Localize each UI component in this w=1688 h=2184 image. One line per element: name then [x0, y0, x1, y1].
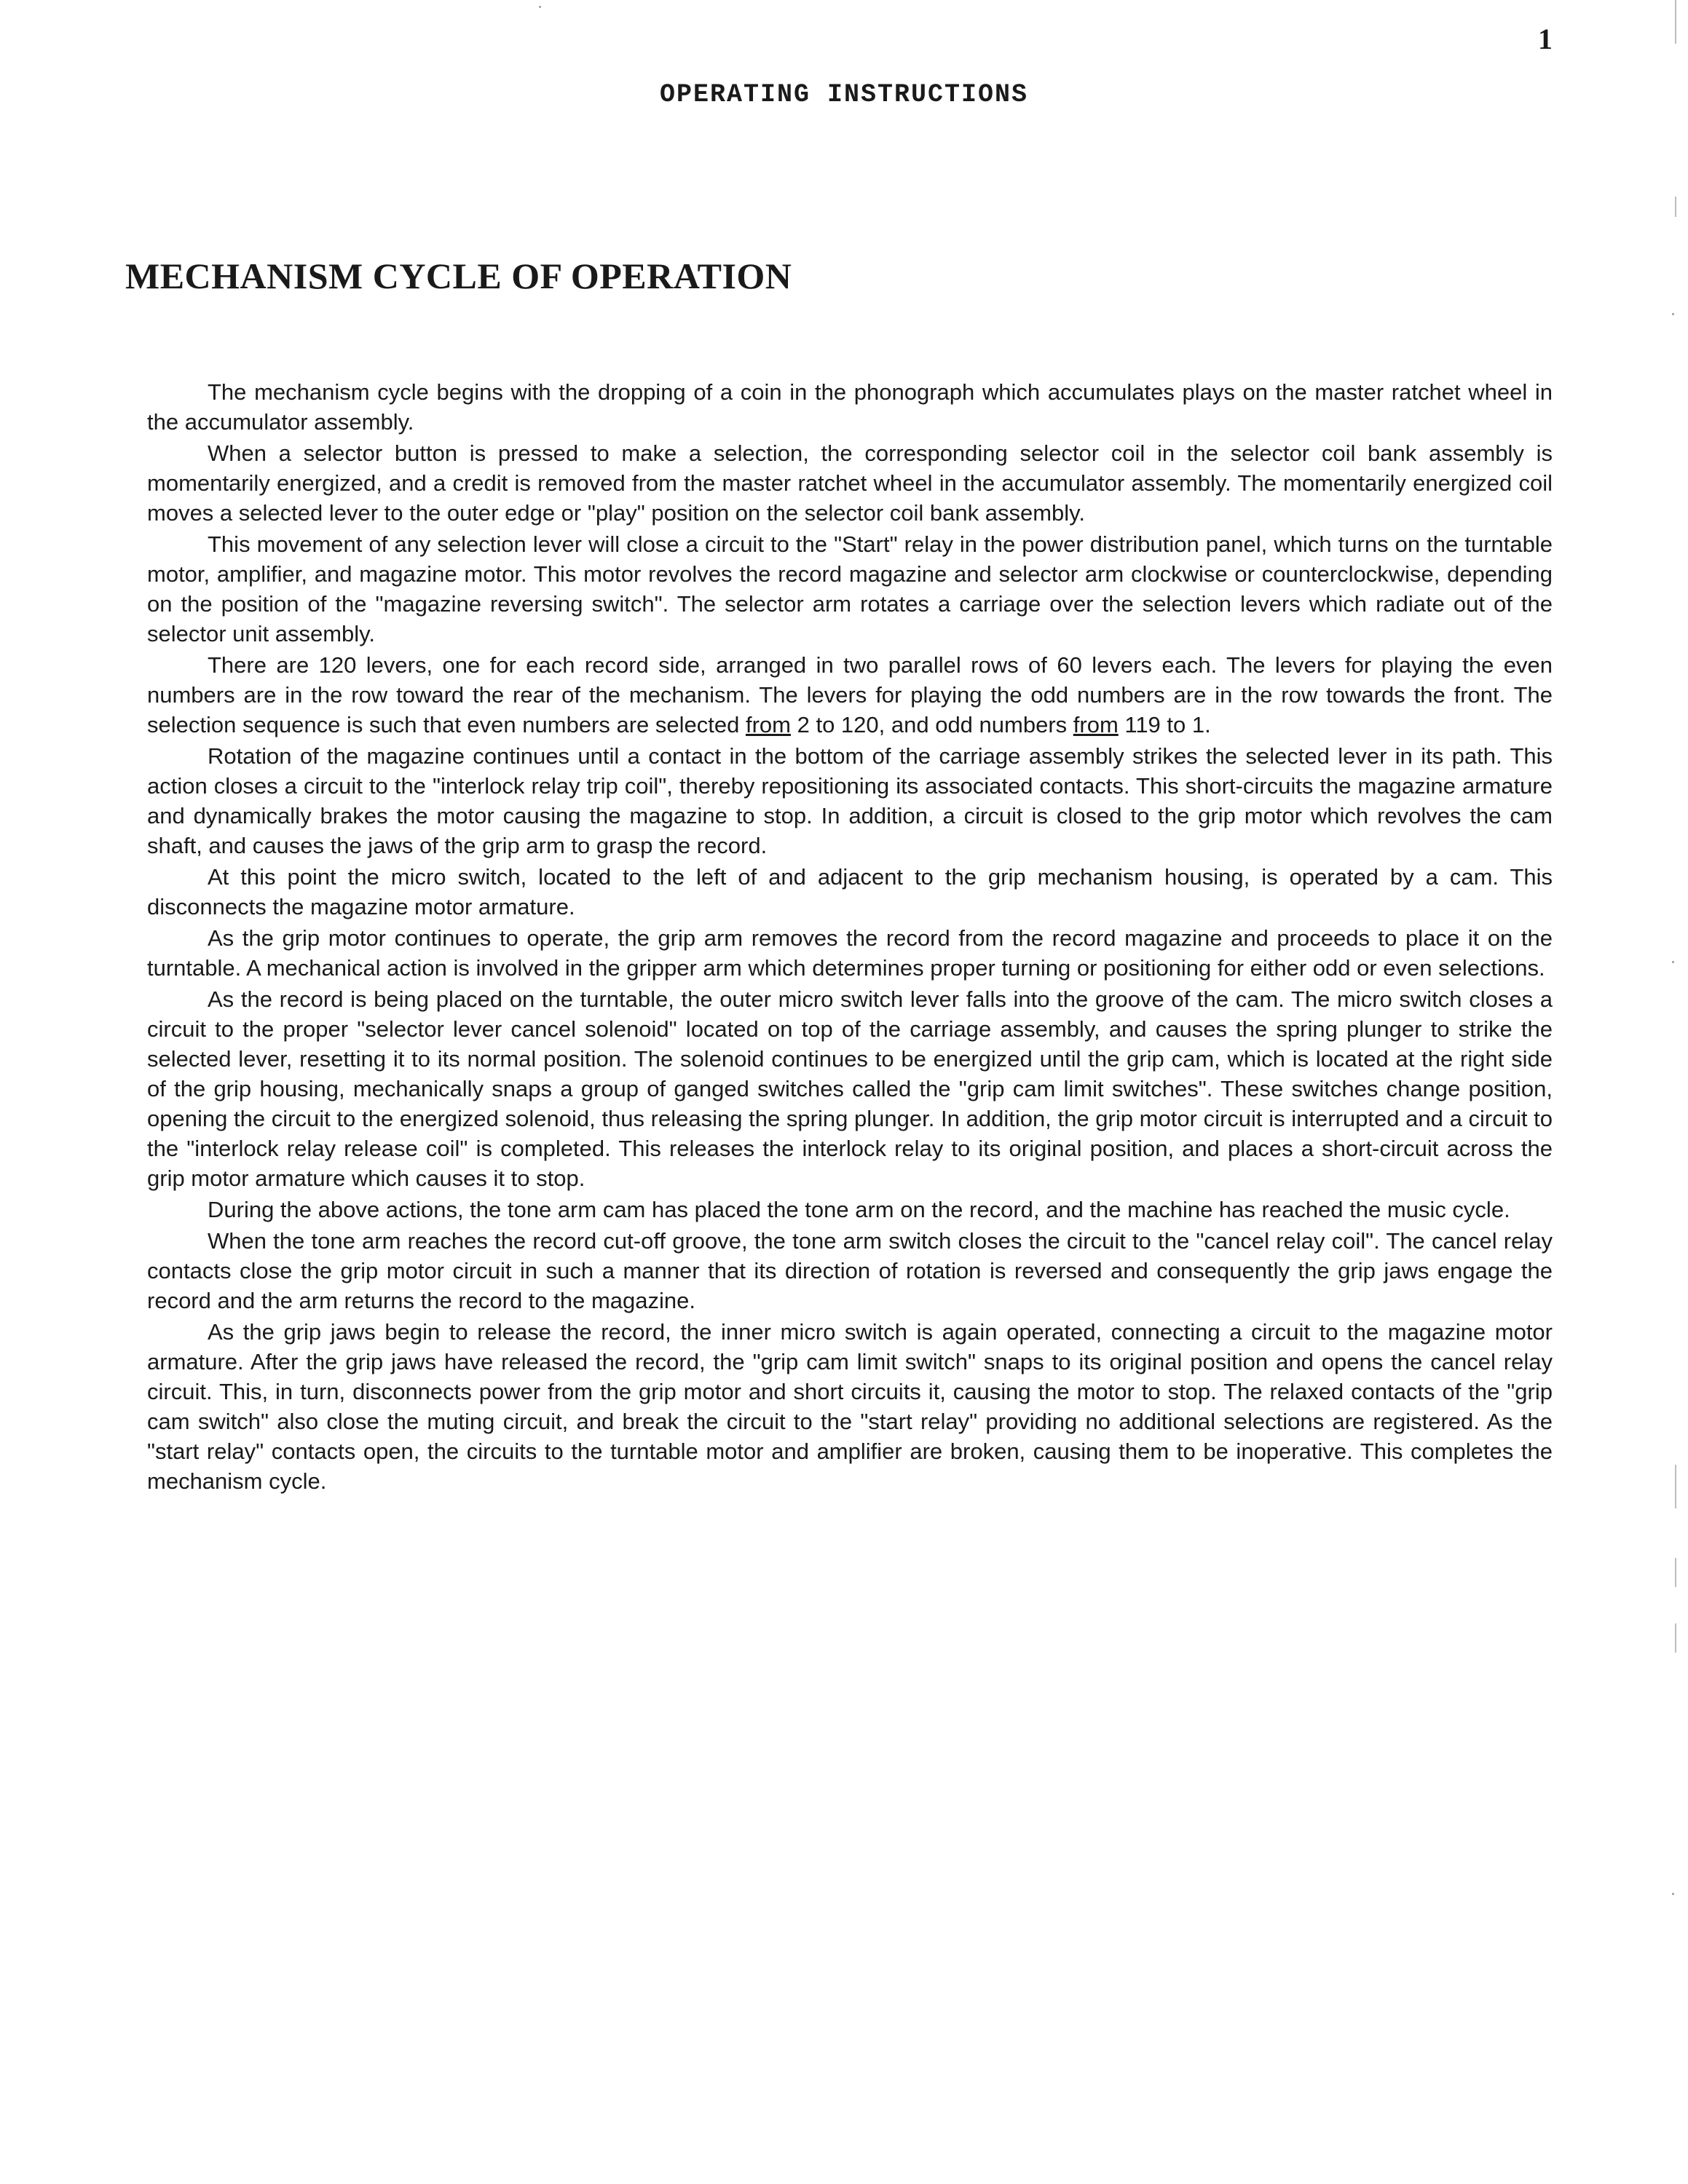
- paragraph-music-cycle: During the above actions, the tone arm cam has placed the tone arm on the record, and the machine has reached the music cycle.: [208, 1197, 1510, 1222]
- scan-margin-dot: [539, 6, 541, 8]
- section-title: MECHANISM CYCLE OF OPERATION: [125, 256, 792, 296]
- scan-margin-mark: [1675, 197, 1676, 217]
- paragraph-grip-arm: As the grip motor continues to operate, the grip arm removes the record from the record magazine and proceeds to place it on the turntable. A mechanical action is involved in the gripper arm which determines proper turning or positioning for either odd or even selections.: [147, 925, 1553, 981]
- paragraph-record-placed: As the record is being placed on the turntable, the outer micro switch lever falls into the groove of the cam. The micro switch closes a circuit to the proper "selector lever cancel solenoid" located on top of the carriage assembly, and causes the spring plunger to strike the selected lever, resetting it to its normal position. The solenoid continues to be energized until the grip cam, which is located at the right side of the grip housing, mechanically snaps a group of ganged switches called the "grip cam limit switches". These switches change position, opening the circuit to the energized solenoid, thus releasing the spring plunger. In addition, the grip motor circuit is interrupted and a circuit to the "interlock relay release coil" is completed. This releases the interlock relay to its original position, and places a short-circuit across the grip motor armature which causes it to stop.: [147, 986, 1553, 1191]
- scan-margin-dot: [1672, 313, 1674, 315]
- paragraph-coin-drop: The mechanism cycle begins with the dropping of a coin in the phonograph which accumulates plays on the master ratchet wheel in the accumulator assembly.: [147, 379, 1553, 435]
- scan-margin-mark: [1675, 1623, 1676, 1653]
- paragraph-selector-button: When a selector button is pressed to make a selection, the corresponding selector coil in the selector coil bank assembly is momentarily energized, and a credit is removed from the master ratchet wheel in the accumulator assembly. The momentarily energized coil moves a selected lever to the outer edge or "play" position on the selector coil bank assembly.: [147, 440, 1553, 526]
- paragraph-micro-switch: At this point the micro switch, located to the left of and adjacent to the grip mechanism housing, is operated by a cam. This disconnects the magazine motor armature.: [147, 864, 1553, 919]
- scan-margin-dot: [1672, 1893, 1674, 1895]
- page-number: 1: [1538, 23, 1553, 55]
- paragraph-magazine-rotation: Rotation of the magazine continues until a contact in the bottom of the carriage assembly strikes the selected lever in its path. This action closes a circuit to the "interlock relay trip coil", thereby repositioning its associated contacts. This short-circuits the magazine armature and dynamically brakes the motor causing the magazine to stop. In addition, a circuit is closed to the grip motor which revolves the cam shaft, and causes the jaws of the grip arm to grasp the record.: [147, 743, 1553, 858]
- levers-underlined-from-2: from: [1073, 712, 1119, 737]
- paragraph-start-relay: This movement of any selection lever will close a circuit to the "Start" relay in the power distribution panel, which turns on the turntable motor, amplifier, and magazine motor. This motor revolves the record magazine and selector arm clockwise or counterclockwise, depending on the position of the "magazine reversing switch". The selector arm rotates a carriage over the selection levers which radiate out of the selector unit assembly.: [147, 531, 1553, 646]
- scan-margin-dot: [1672, 961, 1674, 963]
- levers-text-after: 119 to 1.: [1118, 712, 1211, 737]
- body-text: [147, 377, 1553, 1497]
- scan-margin-mark: [1675, 1465, 1676, 1508]
- scan-margin-mark: [1675, 0, 1676, 44]
- levers-text-middle: 2 to 120, and odd numbers: [790, 712, 1073, 737]
- paragraph-cycle-complete: As the grip jaws begin to release the record, the inner micro switch is again operated, connecting a circuit to the magazine motor armature. After the grip jaws have released the record, the "grip cam limit switch" snaps to its original position and opens the cancel relay circuit. This, in turn, disconnects power from the grip motor and short circuits it, causing the motor to stop. The relaxed contacts of the "grip cam switch" also close the muting circuit, and break the circuit to the "start relay" providing no additional selections are registered. As the "start relay" contacts open, the circuits to the turntable motor and amplifier are broken, causing them to be inoperative. This completes the mechanism cycle.: [147, 1319, 1553, 1494]
- running-head: OPERATING INSTRUCTIONS: [659, 80, 1029, 109]
- paragraph-levers: [147, 650, 1553, 740]
- scan-margin-mark: [1675, 1558, 1676, 1587]
- levers-underlined-from-1: from: [745, 712, 791, 737]
- levers-text-before: There are 120 levers, one for each record side, arranged in two parallel rows of 60 levers each. The levers for playing the even numbers are in the row toward the rear of the mechanism. The levers for playing the odd numbers are in the row towards the front. The selection sequence is such that even numbers are selected: [147, 652, 1553, 737]
- paragraph-cut-off-groove: When the tone arm reaches the record cut-off groove, the tone arm switch closes the circuit to the "cancel relay coil". The cancel relay contacts close the grip motor circuit in such a manner that its direction of rotation is reversed and consequently the grip jaws engage the record and the arm returns the record to the magazine.: [147, 1228, 1553, 1313]
